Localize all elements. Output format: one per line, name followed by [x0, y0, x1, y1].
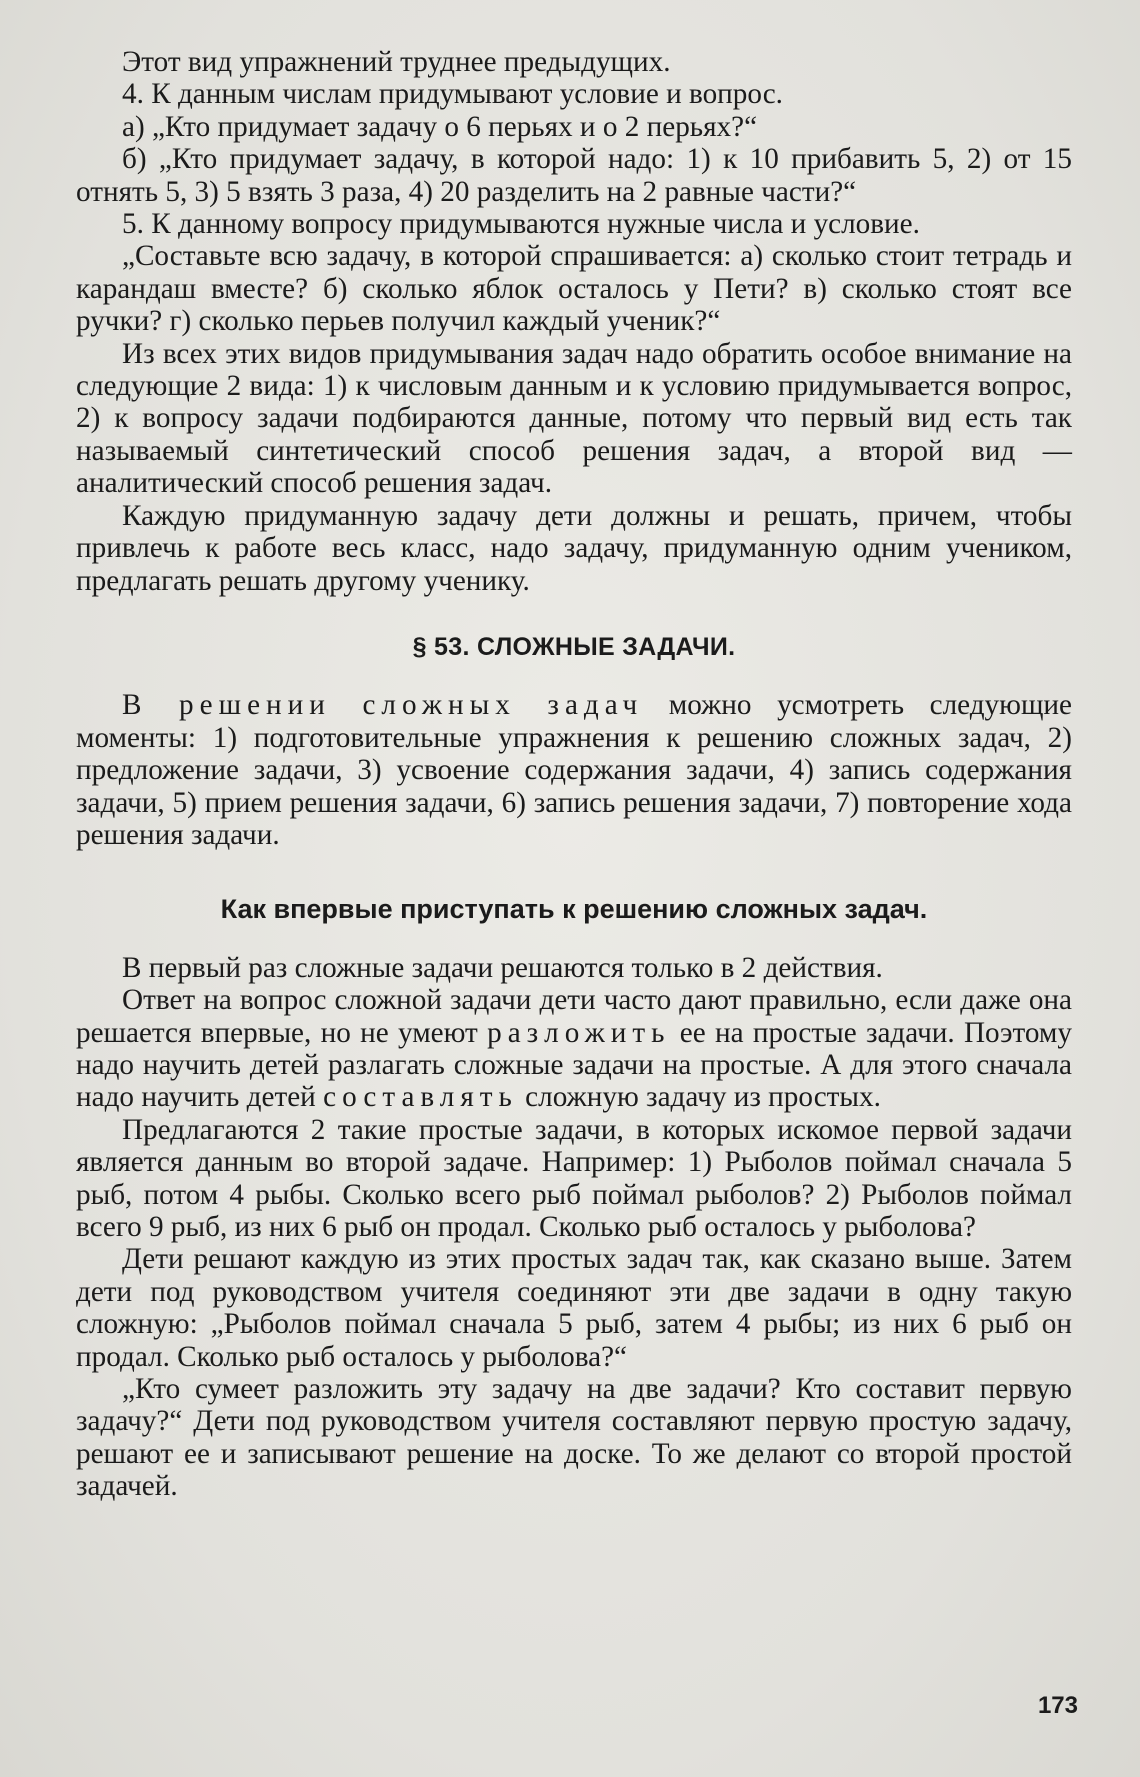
text-run: ее на простые задачи. Поэтому надо научить детей разлагать сложные задачи на простые. А для этого сначала надо научить детей	[76, 1016, 1072, 1114]
spaced-emphasis: разложить	[487, 1016, 671, 1049]
section-heading: § 53. СЛОЖНЫЕ ЗАДАЧИ.	[412, 632, 736, 661]
paragraph: „Кто сумеет разложить эту задачу на две задачи? Кто составит первую задачу?“ Дети под руководством учителя составляют первую простую задачу, решают ее и записывают решение на доске. То же делают со второй простой задачей.	[76, 1373, 1072, 1503]
paragraph: а) „Кто придумает задачу о 6 перьях и о 2 перьях?“	[122, 110, 758, 143]
paragraph: Дети решают каждую из этих простых задач так, как сказано выше. Затем дети под руководством учителя соединяют эти две задачи в одну такую сложную: „Рыболов поймал сначала 5 рыб, затем 4 рыбы; из них 6 рыб он продал. Сколько рыб осталось у рыболова?“	[76, 1243, 1072, 1373]
section-intro-paragraph	[76, 689, 1072, 851]
paragraph: 4. К данным числам придумывают условие и вопрос.	[122, 78, 783, 111]
paragraph: б) „Кто придумает задачу, в которой надо: 1) к 10 прибавить 5, 2) от 15 отнять 5, 3) 5 взять 3 раза, 4) 20 разделить на 2 равные части?“	[76, 143, 1072, 208]
page-number: 173	[1037, 1692, 1078, 1719]
paragraph: Из всех этих видов придумывания задач надо обратить особое внимание на следующие 2 вида: 1) к числовым данным и к условию придумывается вопрос, 2) к вопросу задачи подбираются данные, потому что первый вид есть так называемый синтетический способ решения задач, а второй вид — аналитический способ решения задач.	[76, 337, 1072, 500]
spaced-emphasis: составлять	[323, 1081, 518, 1114]
text-run: сложную задачу из простых.	[517, 1081, 881, 1114]
text-column	[76, 46, 1072, 1503]
paragraph: Этот вид упражнений труднее предыдущих.	[122, 46, 671, 78]
paragraph: „Составьте всю задачу, в которой спрашивается: а) сколько стоит тетрадь и карандаш вместе? б) сколько яблок осталось у Пети? в) сколько стоят все ручки? г) сколько перьев получил каждый ученик?“	[76, 240, 1072, 338]
subsection-heading: Как впервые приступать к решению сложных задач.	[220, 894, 928, 925]
paragraph: 5. К данному вопросу придумываются нужные числа и условие.	[122, 208, 920, 241]
paragraph: Предлагаются 2 такие простые задачи, в которых искомое первой задачи является данным во второй задаче. Например: 1) Рыболов поймал сначала 5 рыб, потом 4 рыбы. Сколько всего рыб поймал рыболов? 2) Рыболов поймал всего 9 рыб, из них 6 рыб он продал. Сколько рыб осталось у рыболова?	[76, 1113, 1072, 1243]
paragraph: В первый раз сложные задачи решаются только в 2 действия.	[122, 951, 883, 984]
paragraph: Каждую придуманную задачу дети должны и решать, причем, чтобы привлечь к работе весь класс, надо задачу, придуманную одним учеником, предлагать решать другому ученику.	[76, 499, 1072, 597]
paragraph	[76, 984, 1072, 1114]
text-run: Ответ на вопрос сложной задачи дети часто дают правильно, если даже она решается впервые, но не умеют	[76, 984, 1072, 1049]
spaced-emphasis: В решении сложных задач	[122, 689, 644, 722]
text-run: можно усмотреть следующие моменты: 1) подготовительные упражнения к решению сложных задач, 2) предложение задачи, 3) усвоение содержания задачи, 4) запись содержания задачи, 5) прием решения задачи, 6) запись решения задачи, 7) повторение хода решения задачи.	[76, 689, 1073, 851]
